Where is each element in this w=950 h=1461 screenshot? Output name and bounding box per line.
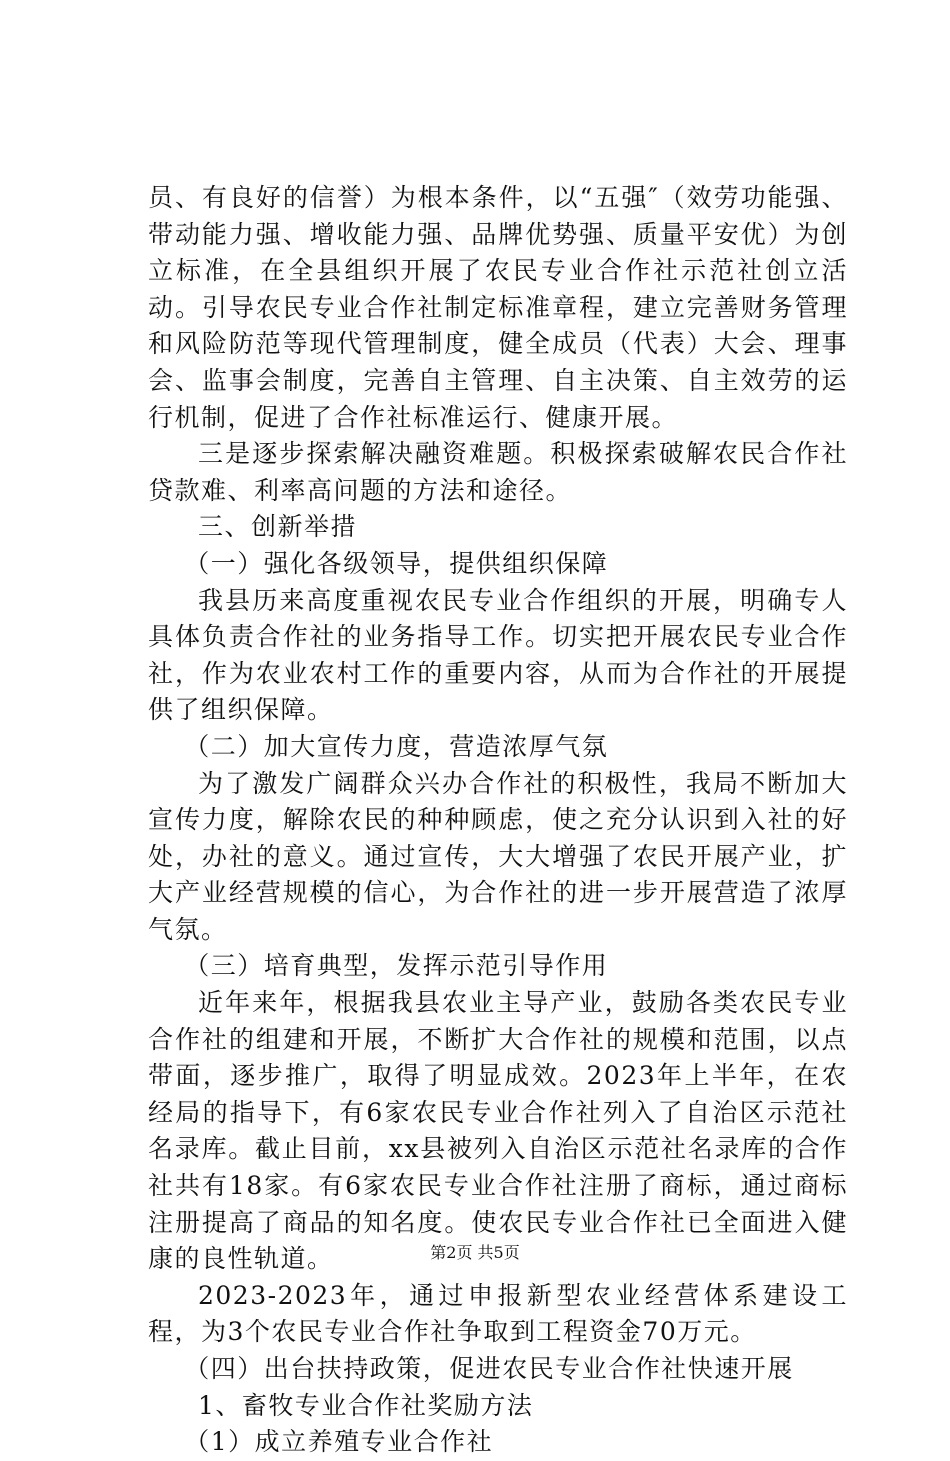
list-item: （1）成立养殖专业合作社 — [184, 1427, 494, 1457]
list-heading: 1、畜牧专业合作社奖励方法 — [198, 1390, 534, 1420]
subsection-heading: （三）培育典型，发挥示范引导作用 — [184, 951, 609, 981]
paragraph: 员、有良好的信誉）为根本条件，以“五强″（效劳功能强、带动能力强、增收能力强、品牌优势强、质量平安优）为创立标准，在全县组织开展了农民专业合作社示范社创立活动。引导农民专业合作社制定标准章程，建立完善财务管理和风险防范等现代管理制度，健全成员（代表）大会、理事会、监事会制度，完善自主管理、自主决策、自主效劳的运行机制，促进了合作社标准运行、健康开展。 — [148, 183, 848, 432]
paragraph: 为了激发广阔群众兴办合作社的积极性，我局不断加大宣传力度，解除农民的种种顾虑，使之充分认识到入社的好处，办社的意义。通过宣传，大大增强了农民开展产业，扩大产业经营规模的信心，为合作社的进一步开展营造了浓厚气氛。 — [148, 768, 848, 944]
paragraph: 我县历来高度重视农民专业合作组织的开展，明确专人具体负责合作社的业务指导工作。切实把开展农民专业合作社，作为农业农村工作的重要内容，从而为合作社的开展提供了组织保障。 — [148, 585, 848, 725]
paragraph: 近年来年，根据我县农业主导产业，鼓励各类农民专业合作社的组建和开展，不断扩大合作社的规模和范围，以点带面，逐步推广，取得了明显成效。2023年上半年，在农经局的指导下，有6家农民专业合作社列入了自治区示范社名录库。截止目前，xx县被列入自治区示范社名录库的合作社共有18家。有6家农民专业合作社注册了商标，通过商标注册提高了商品的知名度。使农民专业合作社已全面进入健康的良性轨道。 — [148, 988, 848, 1274]
subsection-heading: （一）强化各级领导，提供组织保障 — [184, 548, 609, 578]
subsection-heading: （二）加大宣传力度，营造浓厚气氛 — [184, 731, 609, 761]
section-heading: 三、创新举措 — [198, 512, 358, 542]
paragraph: 三是逐步探索解决融资难题。积极探索破解农民合作社贷款难、利率高问题的方法和途径。 — [148, 439, 848, 505]
paragraph: 2023-2023年，通过申报新型农业经营体系建设工程，为3个农民专业合作社争取到工程资金70万元。 — [148, 1280, 848, 1347]
body-text — [148, 180, 848, 1461]
page-number-footer: 第2页 共5页 — [430, 1243, 520, 1262]
subsection-heading: （四）出台扶持政策，促进农民专业合作社快速开展 — [184, 1354, 794, 1383]
